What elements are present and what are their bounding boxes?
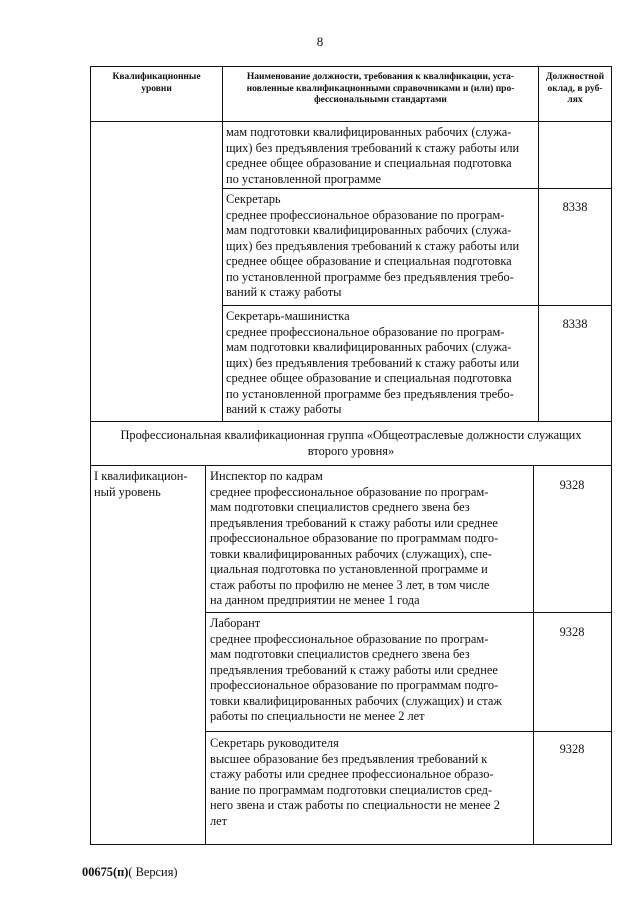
cell-line: мам подготовки квалифицированных рабочих (служа- xyxy=(226,340,512,354)
table-border xyxy=(222,188,612,189)
group-title-line: второго уровня» xyxy=(307,443,395,458)
table-border xyxy=(205,465,206,845)
table-cell-position xyxy=(226,125,519,187)
cell-line: товки квалифицированных рабочих (служащих) и стаж xyxy=(210,693,502,708)
cell-line: среднее профессиональное образование по програм- xyxy=(210,484,489,499)
table-cell-salary: 9328 xyxy=(559,478,585,492)
cell-line: мам подготовки специалистов среднего звена без xyxy=(210,647,470,661)
table-border xyxy=(90,421,612,422)
cell-line: стаж работы по профилю не менее 3 лет, в том числе xyxy=(210,577,490,592)
table-border xyxy=(222,121,223,422)
cell-line: среднее общее образование и специальная подготовка xyxy=(226,371,512,385)
table-border xyxy=(90,121,91,422)
table-border xyxy=(611,121,612,845)
table-border xyxy=(538,121,539,422)
level-line: I квалификацион- xyxy=(94,469,188,483)
cell-line: по установленной программе без предъявления требо- xyxy=(226,269,514,284)
cell-line: предъявления требований к стажу работы или среднее xyxy=(210,515,498,530)
cell-line: среднее профессиональное образование по програм- xyxy=(210,631,489,646)
cell-line: среднее общее образование и специальная подготовка xyxy=(226,254,512,268)
table-cell-salary: 8338 xyxy=(562,317,588,331)
cell-line: мам подготовки квалифицированных рабочих (служа- xyxy=(226,125,512,139)
cell-line: ваний к стажу работы xyxy=(226,402,342,416)
cell-line: Секретарь руководителя xyxy=(210,736,339,750)
cell-line: Лаборант xyxy=(210,616,261,630)
table-cell-salary: 9328 xyxy=(559,625,585,639)
table-border xyxy=(205,612,612,613)
document-code: 00675(п) xyxy=(82,865,129,879)
cell-line: по установленной программе xyxy=(226,171,382,186)
header-line: новленные квалификационными справочниками и (или) про- xyxy=(246,83,515,94)
cell-line: него звена и стаж работы по специальности не менее 2 xyxy=(210,798,500,812)
header-salary xyxy=(539,67,611,121)
cell-line: Инспектор по кадрам xyxy=(210,469,323,483)
cell-line: лет xyxy=(210,813,228,828)
cell-line: товки квалифицированных рабочих (служащих), спе- xyxy=(210,546,492,561)
cell-line: стажу работы или среднее профессиональное образо- xyxy=(210,767,494,781)
cell-line: на данном предприятии не менее 1 года xyxy=(210,593,420,607)
table-cell-salary: 9328 xyxy=(559,742,585,756)
cell-line: ваний к стажу работы xyxy=(226,285,342,299)
header-qualification-levels xyxy=(91,67,223,121)
table-cell-position xyxy=(226,309,519,418)
header-line: фессиональными стандартами xyxy=(314,95,447,105)
header-line: Должностной xyxy=(545,72,605,82)
table-border xyxy=(205,731,612,732)
header-line: лях xyxy=(567,95,583,105)
table-border xyxy=(533,465,534,845)
group-title xyxy=(90,428,612,459)
cell-line: среднее профессиональное образование по програм- xyxy=(226,207,505,222)
header-line: Наименование должности, требования к квалификации, уста- xyxy=(246,72,515,82)
cell-line: по установленной программе без предъявления требо- xyxy=(226,386,514,401)
header-line: Квалификационные xyxy=(112,72,201,82)
header-line: уровни xyxy=(141,83,172,94)
group-title-line: Профессиональная квалификационная группа «Общеотраслевые должности служащих xyxy=(120,428,582,442)
cell-line: мам подготовки специалистов среднего звена без xyxy=(210,500,470,514)
cell-line: среднее общее образование и специальная подготовка xyxy=(226,156,512,170)
cell-line: среднее профессиональное образование по програм- xyxy=(226,324,505,339)
cell-line: щих) без предъявления требований к стажу работы или xyxy=(226,140,520,155)
table-cell-position xyxy=(226,192,519,301)
table-header xyxy=(90,66,612,122)
table-border xyxy=(90,844,612,845)
cell-line: щих) без предъявления требований к стажу работы или xyxy=(226,355,520,370)
version-label: ( Версия) xyxy=(128,865,178,879)
header-line: оклад, в руб- xyxy=(547,83,603,94)
cell-line: работы по специальности не менее 2 лет xyxy=(210,709,425,723)
table-cell-salary: 8338 xyxy=(562,200,588,214)
cell-line: высшее образование без предъявления требований к xyxy=(210,751,488,766)
cell-line: щих) без предъявления требований к стажу работы или xyxy=(226,238,520,253)
cell-line: предъявления требований к стажу работы или среднее xyxy=(210,662,498,677)
level-line: ный уровень xyxy=(94,484,161,499)
page-number: 8 xyxy=(316,34,324,49)
cell-line: циальная подготовка по установленной программе и xyxy=(210,562,488,576)
table-cell-level xyxy=(94,469,188,500)
table-cell-position xyxy=(210,469,498,609)
cell-line: профессиональное образование по программам подго- xyxy=(210,531,499,545)
cell-line: вание по программам подготовки специалистов сред- xyxy=(210,782,493,797)
cell-line: Секретарь-машинистка xyxy=(226,309,350,323)
cell-line: Секретарь xyxy=(226,192,281,206)
table-cell-position xyxy=(210,736,500,829)
header-position-requirements xyxy=(223,67,539,121)
cell-line: профессиональное образование по программам подго- xyxy=(210,678,499,692)
table-border xyxy=(222,305,612,306)
table-cell-position xyxy=(210,616,502,725)
cell-line: мам подготовки квалифицированных рабочих (служа- xyxy=(226,223,512,237)
footer xyxy=(82,865,178,880)
table-border xyxy=(90,421,91,845)
